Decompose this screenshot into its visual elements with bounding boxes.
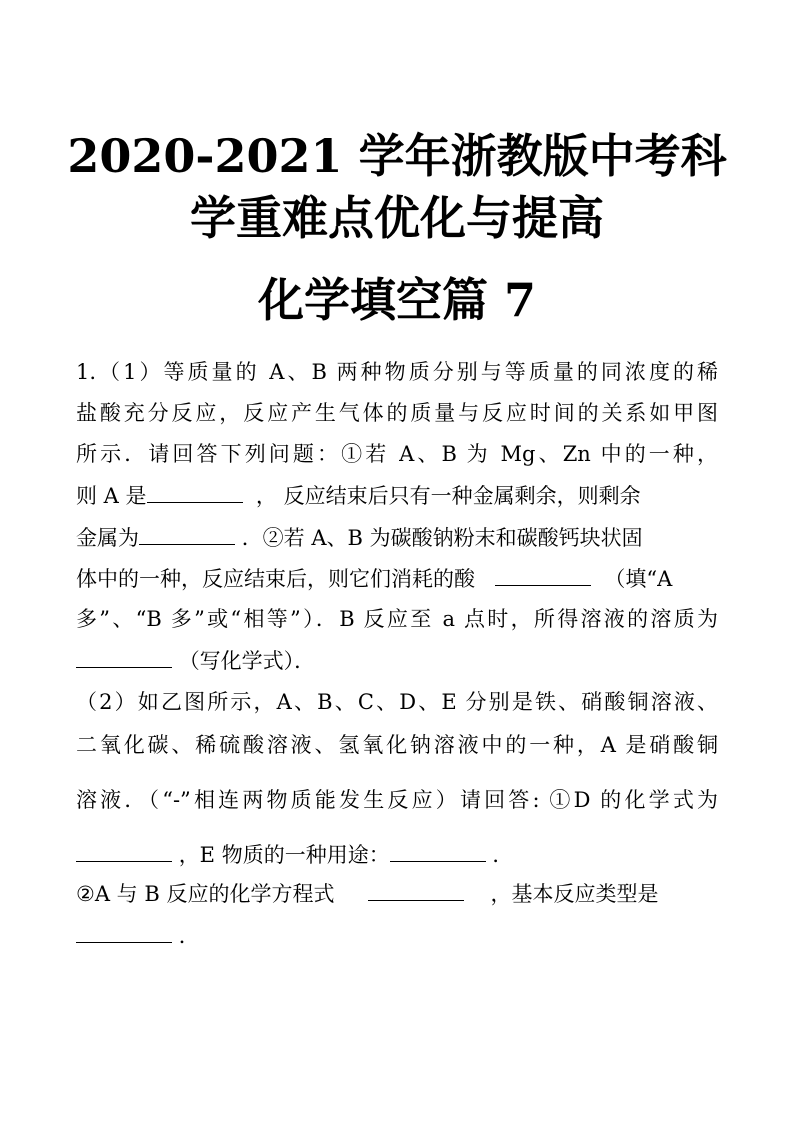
q1-line-5-text-b: ．②若 A、B 为碳酸钠粉末和碳酸钙块状固 <box>241 526 643 550</box>
answer-blank-6[interactable] <box>390 839 486 862</box>
q1-line-4-text-b: ， 反应结束后只有一种金属剩余，则剩余 <box>255 484 641 508</box>
q1-line-6-text-b: （填“A <box>604 567 673 591</box>
answer-blank-1[interactable] <box>147 480 243 503</box>
q1-line-8 <box>76 645 718 676</box>
q1-line-5-text-a: 金属为 <box>76 526 139 550</box>
q1-line-8-text: （写化学式）． <box>178 649 316 673</box>
answer-blank-2[interactable] <box>139 522 235 545</box>
q2-line-2: 二氧化碳、稀硫酸溶液、氢氧化钠溶液中的一种，A 是硝酸铜 <box>76 733 718 757</box>
q1-line-5 <box>76 522 718 553</box>
title-line-1: 2020-2021 学年浙教版中考科 <box>67 129 727 183</box>
q2-line-5-text-b: ，基本反应类型是 <box>490 882 659 906</box>
q2-line-5-text-a: ②A 与 B 反应的化学方程式 <box>76 882 335 906</box>
q1-line-3: 所示．请回答下列问题：①若 A、B 为 Mg、Zn 中的一种， <box>76 442 718 466</box>
q2-line-5 <box>76 878 718 909</box>
answer-blank-3[interactable] <box>495 563 591 586</box>
q1-line-6-text-a: 体中的一种，反应结束后，则它们消耗的酸 <box>76 567 475 591</box>
answer-blank-7[interactable] <box>368 878 464 901</box>
q1-line-4 <box>76 480 718 511</box>
q2-line-6-text: ． <box>178 924 200 948</box>
title-line-3: 化学填空篇 7 <box>257 273 537 327</box>
q2-line-3: 溶液．（“-”相连两物质能发生反应）请回答: ①D 的化学式为 <box>76 788 718 812</box>
q1-line-4-text-a: 则 A 是 <box>76 484 147 508</box>
q1-line-2: 盐酸充分反应，反应产生气体的质量与反应时间的关系如甲图 <box>76 401 718 425</box>
q2-line-4-text-c: ． <box>492 843 514 867</box>
q2-line-4 <box>76 839 718 870</box>
q1-line-7: 多”、“B 多”或“相等”）．B 反应至 a 点时，所得溶液的溶质为 <box>76 607 718 631</box>
q1-line-6 <box>76 563 718 594</box>
answer-blank-4[interactable] <box>76 645 172 668</box>
title-line-2: 学重难点优化与提高 <box>190 191 604 245</box>
q2-line-6 <box>76 920 718 951</box>
q2-line-4-text-b: ，E 物质的一种用途： <box>178 843 390 867</box>
answer-blank-5[interactable] <box>76 839 172 862</box>
answer-blank-8[interactable] <box>76 920 172 943</box>
q1-line-1: 1.（1）等质量的 A、B 两种物质分别与等质量的同浓度的稀 <box>76 360 718 384</box>
q2-line-1: （2）如乙图所示，A、B、C、D、E 分别是铁、硝酸铜溶液、 <box>76 690 718 714</box>
